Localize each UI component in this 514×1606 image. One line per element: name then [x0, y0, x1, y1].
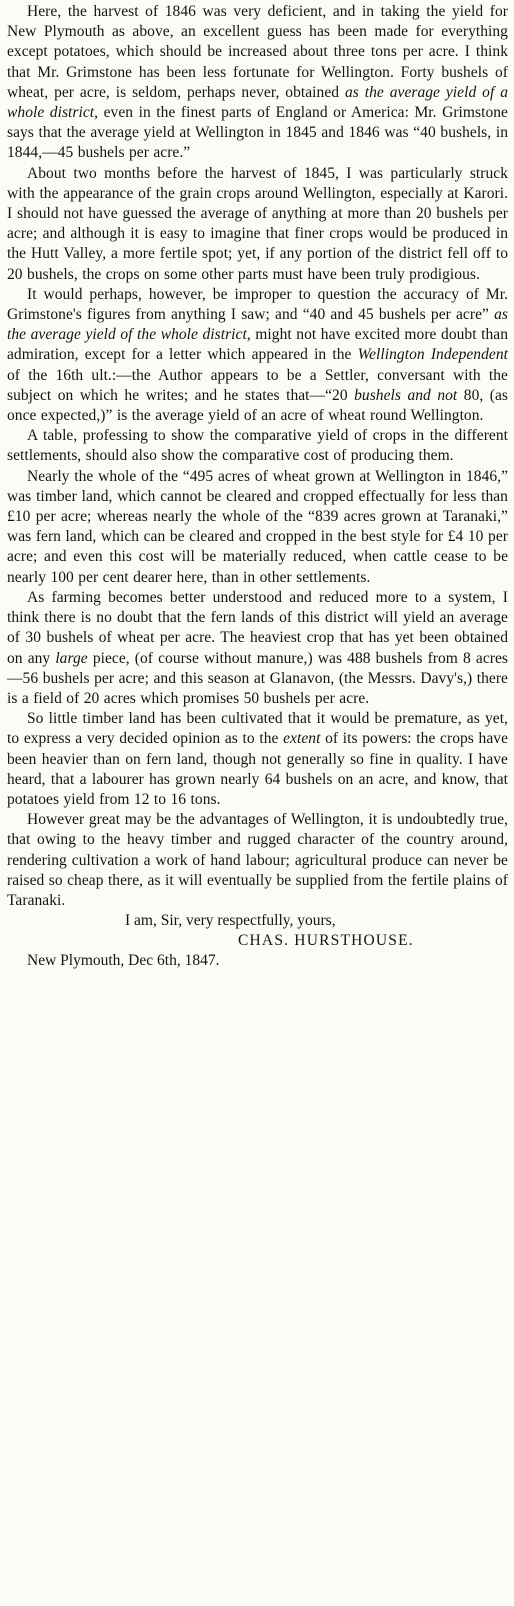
letter-body	[7, 2, 508, 911]
italic-phrase: large	[55, 649, 88, 667]
text-run: of its powers: the crops have been heavier than on fern land, though not generally so fine in quality. I have heard, that a labourer has grown nearly 64 bushels on an acre, and know, that potatoes yield from 12 to 16 tons.	[7, 730, 508, 808]
closing-line: I am, Sir, very respectfully, yours,	[125, 912, 336, 930]
paragraph	[7, 2, 508, 164]
text-run: piece, (of course without manure,) was 488 bushels from 8 acres—56 bushels per acre; and this season at Glanavon, (the Messrs. Davy's,) there is a field of 20 acres which promises 50 bushels per acre.	[7, 649, 508, 707]
signature: CHAS. HURSTHOUSE.	[238, 932, 414, 950]
paragraph	[7, 810, 508, 911]
italic-phrase: bushels and not	[354, 386, 458, 404]
text-run: 80, (as once expected,)” is the average yield of an acre of wheat round Wellington.	[7, 386, 508, 425]
text-run: Here, the harvest of 1846 was very deficient, and in taking the yield for New Plymouth as above, an excellent guess has been made for everything except potatoes, which should be increased about three tons per acre. I think that Mr. Grimstone has been less fortunate for Wellington. Forty bushels of wheat, per acre, is seldom, perhaps never, obtained	[7, 3, 508, 101]
italic-phrase: Wellington Independent	[357, 346, 508, 364]
text-run: A table, professing to show the comparative yield of crops in the different settlements, should also show the comparative cost of producing them.	[7, 427, 508, 465]
italic-phrase: extent	[283, 730, 321, 748]
paragraph	[7, 285, 508, 426]
text-run: of the 16th ult.:—the Author appears to be a Settler, conversant with the subject on which he writes; and he states that—“20	[7, 366, 508, 404]
italic-phrase: as the average yield of the whole district,	[7, 306, 508, 344]
paragraph	[7, 709, 508, 810]
text-run: might not have excited more doubt than admiration, except for a letter which appeared in the	[7, 326, 508, 364]
place-date: New Plymouth, Dec 6th, 1847.	[27, 952, 220, 970]
paragraph	[7, 588, 508, 709]
text-run: As farming becomes better understood and reduced more to a system, I think there is no doubt that the fern lands of this district will yield an average of 30 bushels of wheat per acre. The heaviest crop that has yet been obtained on any	[7, 588, 508, 667]
paragraph	[7, 426, 508, 466]
paragraph	[7, 164, 508, 285]
text-run: However great may be the advantages of Wellington, it is undoubtedly true, that owing to the heavy timber and rugged character of the country around, rendering cultivation a work of hand labour; agricultural produce can never be raised so cheap there, as it will eventually be supplied from the fertile plains of Taranaki.	[7, 811, 508, 909]
text-run: So little timber land has been cultivated that it would be premature, as yet, to express a very decided opinion as to the	[7, 710, 508, 748]
text-run: Nearly the whole of the “495 acres of wheat grown at Wellington in 1846,” was timber land, which cannot be cleared and cropped effectually for less than £10 per acre; whereas nearly the whole of the “839 acres grown at Taranaki,” was fern land, which can be cleared and cropped in the best style for £4 10 per acre; and even this cost will be materially reduced, when cattle cease to be nearly 100 per cent dearer here, than in other settlements.	[7, 467, 508, 586]
text-run: even in the finest parts of England or America: Mr. Grimstone says that the average yield at Wellington in 1845 and 1846 was “40 bushels, in 1844,—45 bushels per acre.”	[7, 104, 508, 162]
paragraph	[7, 467, 508, 588]
text-run: It would perhaps, however, be improper to question the accuracy of Mr. Grimstone's figures from anything I saw; and “40 and 45 bushels per acre”	[7, 285, 508, 324]
text-run: About two months before the harvest of 1845, I was particularly struck with the appearance of the grain crops around Wellington, especially at Karori. I should not have guessed the average of anything at more than 20 bushels per acre; and although it is easy to imagine that finer crops would be produced in the Hutt Valley, a more fertile spot; yet, if any portion of the district fell off to 20 bushels, the crops on some other parts must have been truly prodigious.	[7, 164, 508, 283]
italic-phrase: as the average yield of a whole district,	[7, 83, 508, 122]
